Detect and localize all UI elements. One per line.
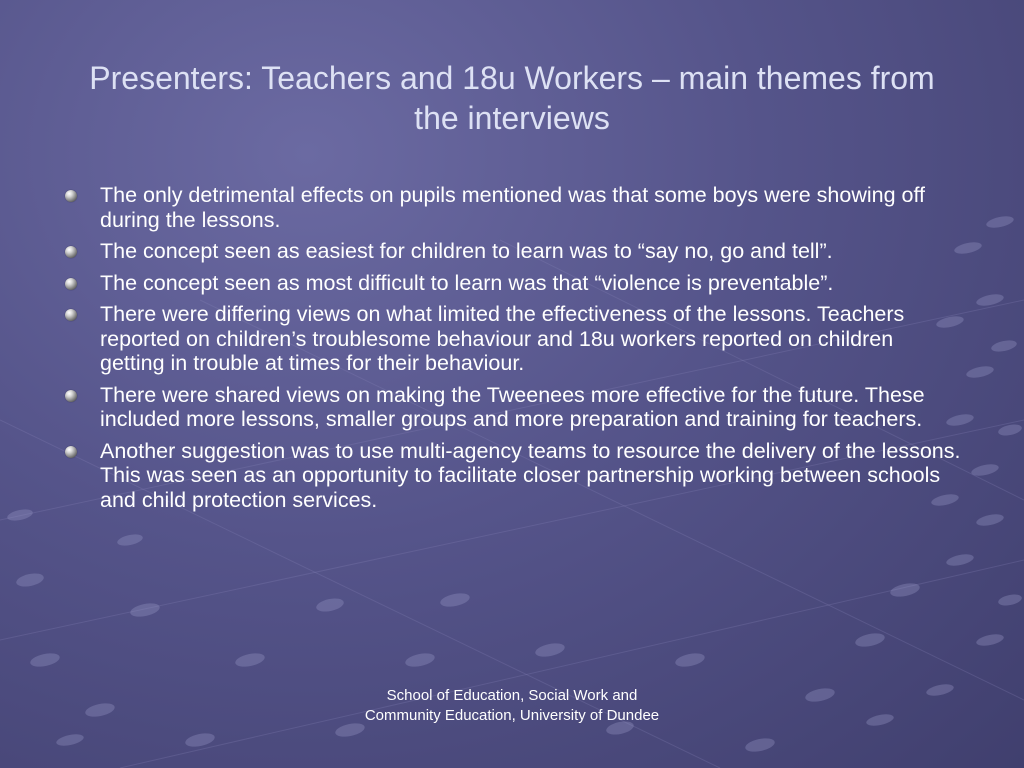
sphere-bullet-icon	[65, 190, 77, 202]
bullet-item	[62, 183, 962, 232]
bullet-text: There were differing views on what limited the effectiveness of the lessons. Teachers reported on children’s troublesome behaviour and 18u workers reported on children getting in trouble at times for their behaviour.	[100, 302, 905, 375]
bullet-list	[62, 183, 962, 519]
bullet-item	[62, 239, 962, 264]
bullet-item	[62, 271, 962, 296]
bullet-text: The only detrimental effects on pupils mentioned was that some boys were showing off during the lessons.	[100, 183, 926, 232]
bullet-item	[62, 439, 962, 513]
bullet-item	[62, 302, 962, 376]
sphere-bullet-icon	[65, 390, 77, 402]
bullet-text: There were shared views on making the Tweenees more effective for the future. These included more lessons, smaller groups and more preparation and training for teachers.	[100, 382, 925, 431]
bullet-text: The concept seen as most difficult to learn was that “violence is preventable”.	[100, 270, 834, 295]
sphere-bullet-icon	[65, 309, 77, 321]
bullet-item	[62, 383, 962, 432]
bullet-text: The concept seen as easiest for children to learn was to “say no, go and tell”.	[100, 239, 833, 263]
slide-footer: School of Education, Social Work and Community Education, University of Dundee	[364, 687, 660, 724]
slide-title: Presenters: Teachers and 18u Workers – main themes from the interviews	[89, 60, 935, 136]
sphere-bullet-icon	[65, 278, 77, 290]
sphere-bullet-icon	[65, 446, 77, 458]
sphere-bullet-icon	[65, 246, 77, 258]
bullet-text: Another suggestion was to use multi-agency teams to resource the delivery of the lessons. This was seen as an opportunity to facilitate closer partnership working between schools and child protection services.	[100, 438, 961, 512]
